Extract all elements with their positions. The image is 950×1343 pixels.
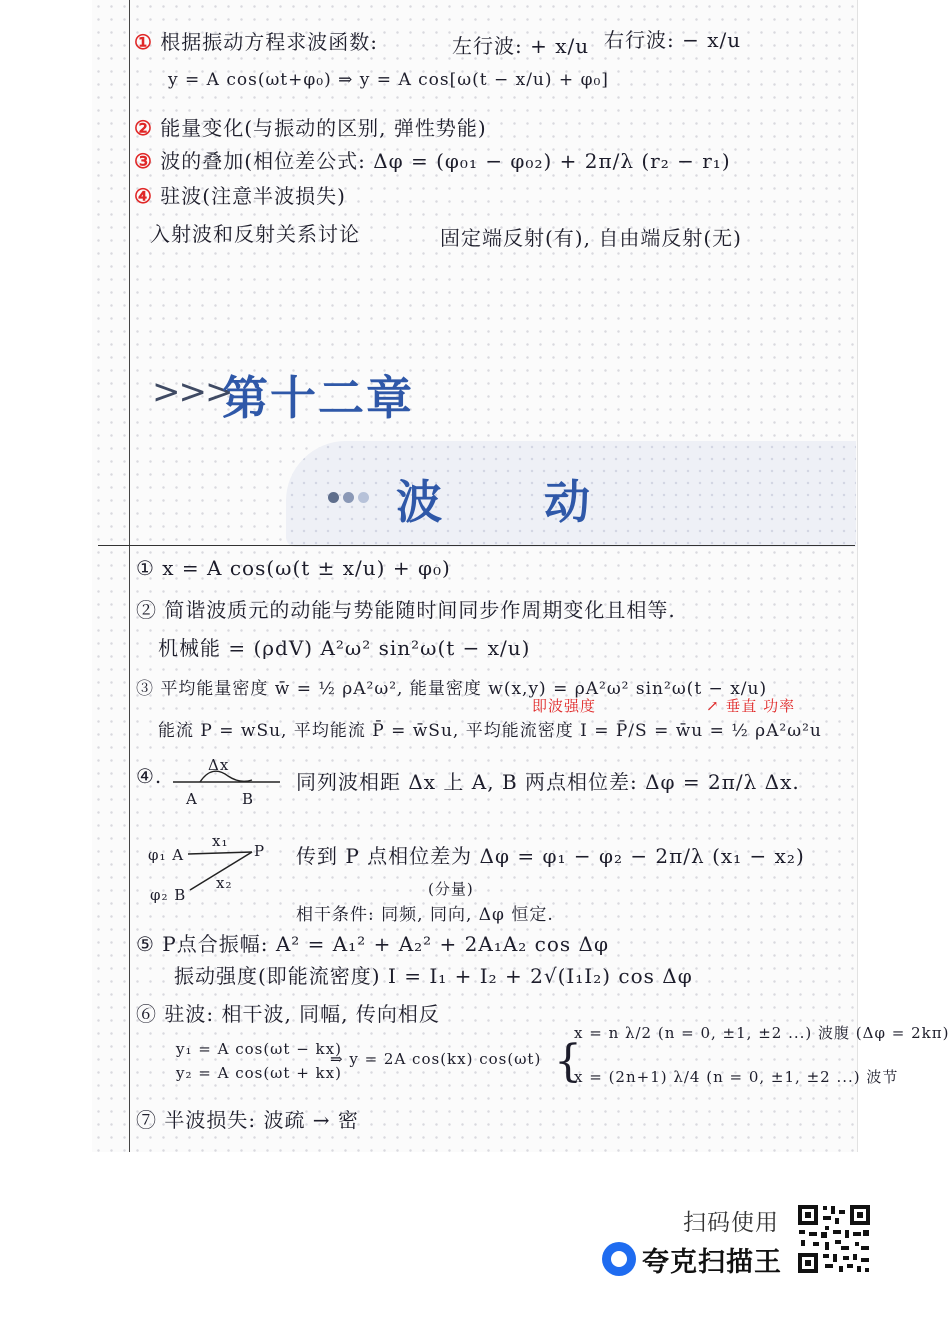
note-mech-energy: 机械能 = (ρdV) A²ω² sin²ω(t − x/u) <box>158 636 531 660</box>
note-text: 波的叠加(相位差公式: Δφ = (φ₀₁ − φ₀₂) + 2π/λ (r₂ − r₁) <box>160 149 731 173</box>
section-divider <box>98 545 855 546</box>
qr-finder-tr-dot <box>857 1212 863 1218</box>
wave-function-formula: y = A cos(ωt+φ₀) ⇒ y = A cos[ω(t − x/u) + φ₀] <box>168 70 609 90</box>
point-b-label: B <box>242 790 255 808</box>
phi2-label: φ₂ B <box>150 886 187 904</box>
note-coherence: 相干条件: 同频, 同向, Δφ 恒定. <box>296 905 554 925</box>
brand-name: 夸克扫描王 <box>642 1247 782 1278</box>
reflection-note-left: 入射波和反射关系讨论 <box>150 222 360 246</box>
note-intensity-red: 即波强度 <box>532 697 597 715</box>
note-energy-density: ③ 平均能量密度 w̄ = ½ ρA²ω², 能量密度 w(x,y) = ρA²ω² sin²ω(t − x/u) <box>136 679 768 699</box>
scan-to-use-text: 扫码使用 <box>683 1210 779 1236</box>
note-amplitude: ⑤ P点合振幅: A² = A₁² + A₂² + 2A₁A₂ cos Δφ <box>136 932 609 956</box>
note-line-3 <box>134 145 731 174</box>
p-label: P <box>254 842 266 860</box>
note-energy-flow: 能流 P = wSu, 平均能流 P̄ = w̄Su, 平均能流密度 I = P̄/S = w̄u = ½ ρA²ω²u <box>158 721 822 741</box>
note-text: 根据振动方程求波函数: <box>160 30 379 54</box>
note-phase-diff: 同列波相距 Δx 上 A, B 两点相位差: Δφ = 2π/λ Δx. <box>296 770 800 794</box>
note-standing-wave: ⑥ 驻波: 相干波, 同幅, 传向相反 <box>136 1002 440 1026</box>
note-number: ① <box>134 30 153 54</box>
note-number: ④ <box>134 184 153 208</box>
chapter-title-char-2: 动 <box>544 475 590 529</box>
dx-label: Δx <box>208 756 230 774</box>
note-line-4 <box>134 180 346 209</box>
note-line-1 <box>134 26 378 55</box>
note-text: 能量变化(与振动的区别, 弹性势能) <box>160 116 487 140</box>
qr-finder-tl-dot <box>805 1212 811 1218</box>
note-superposition: ⇒ y = 2A cos(kx) cos(ωt) <box>330 1050 542 1068</box>
note-y2: y₂ = A cos(ωt + kx) <box>176 1064 342 1082</box>
note-number: ③ <box>134 149 153 173</box>
note-half-wave-loss: ⑦ 半波损失: 波疏 → 密 <box>136 1108 359 1132</box>
right-wave-note: 右行波: − x/u <box>604 28 742 52</box>
note-y1: y₁ = A cos(ωt − kx) <box>176 1040 342 1058</box>
note-wave-eq: ① x = A cos(ω(t ± x/u) + φ₀) <box>136 556 451 580</box>
note-power-red: ↗ 垂直 功率 <box>706 697 796 715</box>
note-p-phase: 传到 P 点相位差为 Δφ = φ₁ − φ₂ − 2π/λ (x₁ − x₂) <box>296 844 805 868</box>
point-a-label: A <box>186 790 198 808</box>
chevrons-icon: >>> <box>152 372 232 412</box>
chapter-label: 第十二章 <box>222 371 414 425</box>
line-ap <box>188 852 252 854</box>
dot-2 <box>343 492 354 503</box>
note-energy-sync: ② 简谐波质元的动能与势能随时间同步作周期变化且相等. <box>136 598 676 622</box>
note-intensity: 振动强度(即能流密度) I = I₁ + I₂ + 2√(I₁I₂) cos Δφ <box>174 964 693 988</box>
note-number: ② <box>134 116 153 140</box>
quark-logo-icon <box>602 1242 636 1276</box>
x2-label: x₂ <box>216 874 233 892</box>
qr-code-icon[interactable] <box>795 1202 873 1276</box>
qr-finder-bl-dot <box>805 1260 811 1266</box>
x1-label: x₁ <box>212 832 229 850</box>
note-antinode: x = n λ/2 (n = 0, ±1, ±2 ...) 波腹 (Δφ = 2kπ) <box>574 1024 950 1042</box>
dot-3 <box>358 492 369 503</box>
brace-icon: { <box>554 1036 583 1087</box>
reflection-note-right: 固定端反射(有), 自由端反射(无) <box>440 226 742 250</box>
note-line-2 <box>134 112 487 141</box>
note-number-4: ④. <box>136 764 163 788</box>
margin-line <box>129 0 130 1152</box>
phi1-label: φ₁ A <box>148 846 185 864</box>
dot-1 <box>328 492 339 503</box>
left-wave-note: 左行波: + x/u <box>452 34 590 58</box>
note-node: x = (2n+1) λ/4 (n = 0, ±1, ±2 ...) 波节 <box>574 1068 899 1086</box>
dots-icon <box>328 488 373 507</box>
note-text: 驻波(注意半波损失) <box>160 184 346 208</box>
chapter-title-char-1: 波 <box>396 475 442 529</box>
component-note: (分量) <box>428 880 474 898</box>
